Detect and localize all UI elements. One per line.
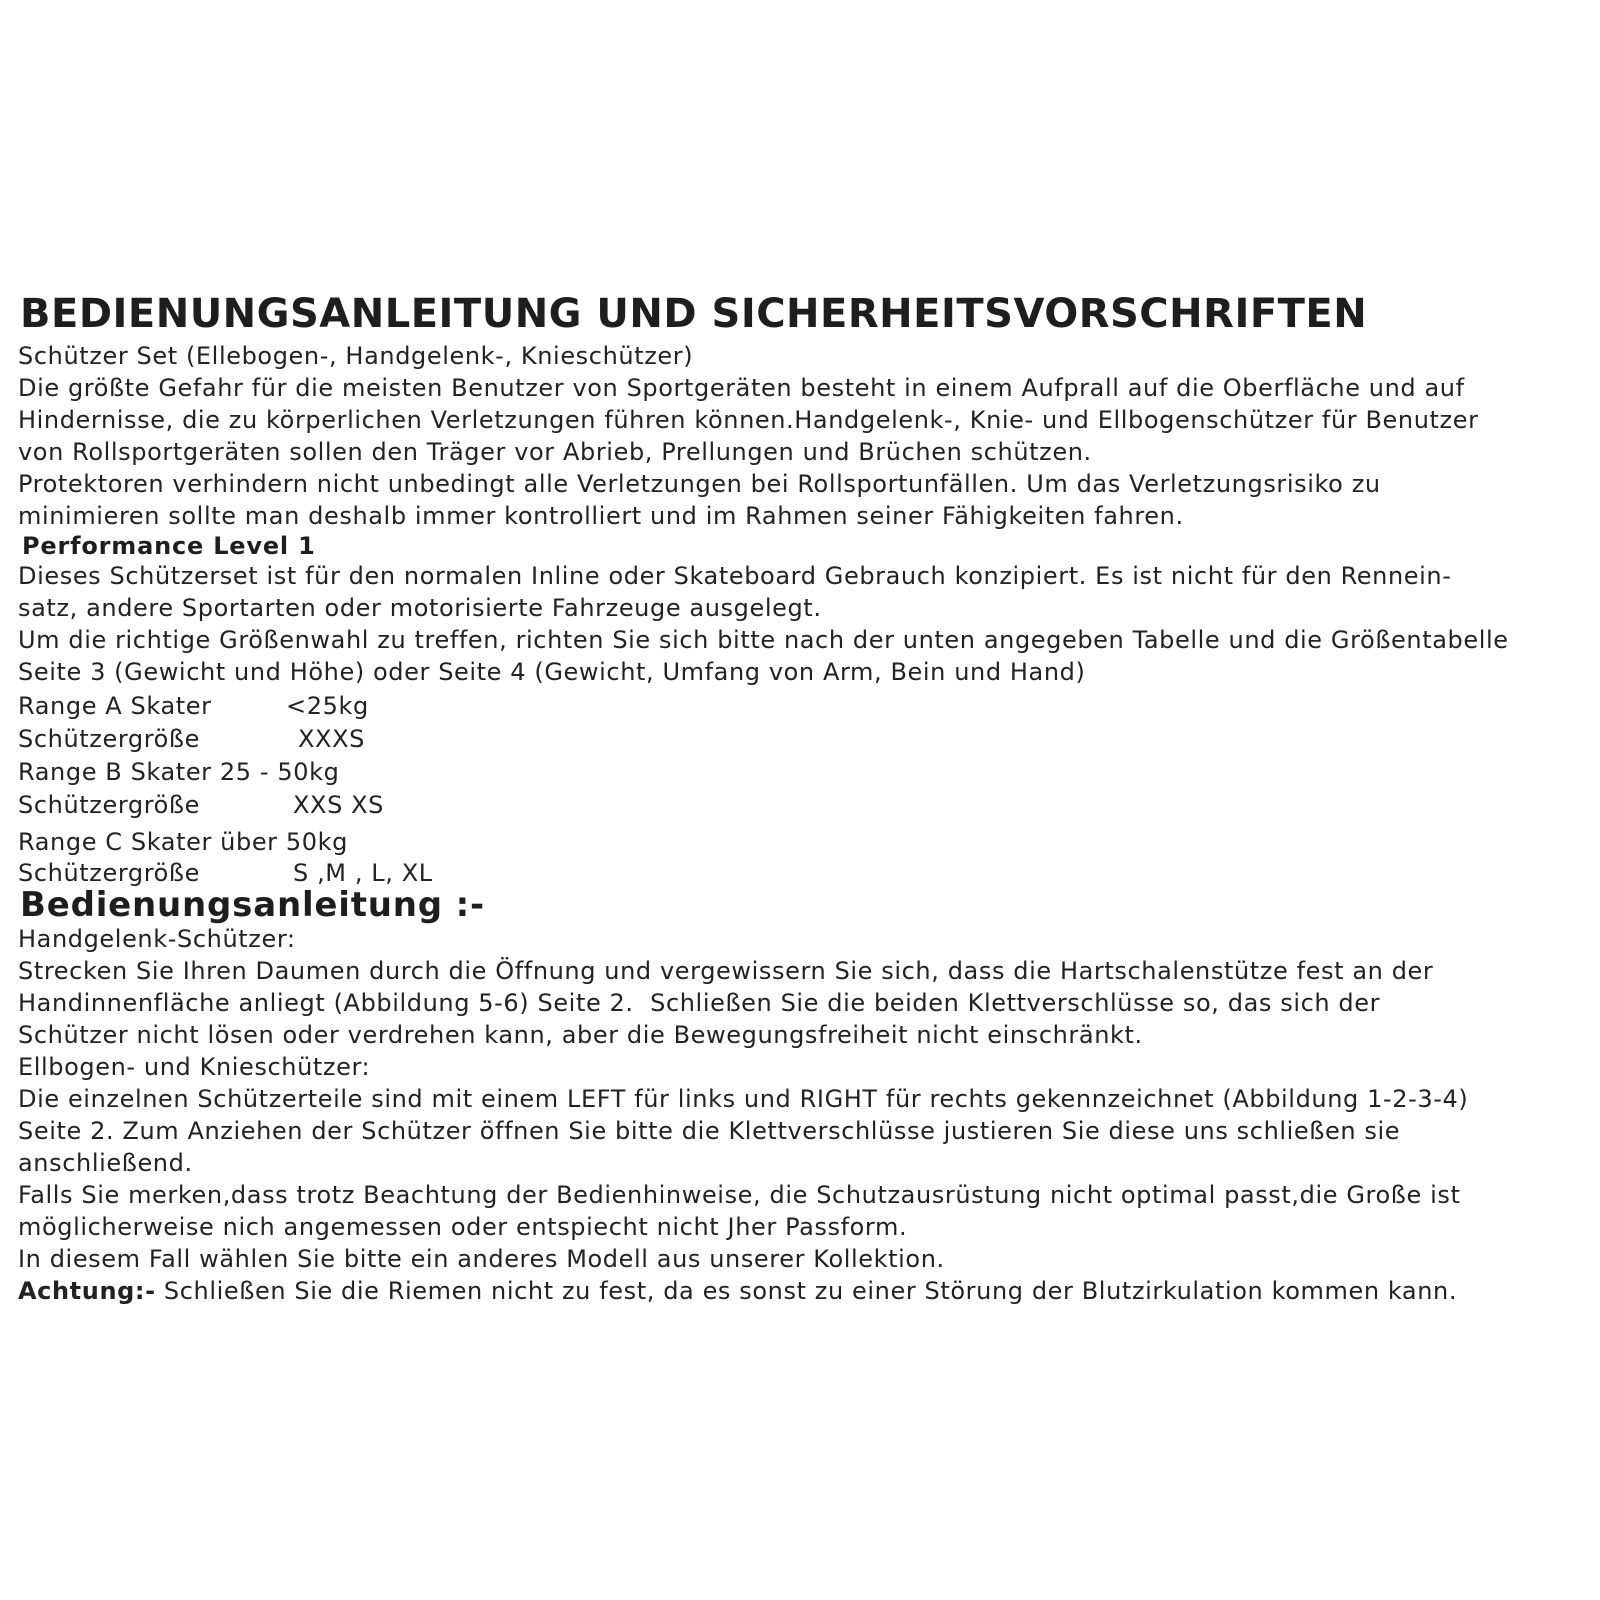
warning-line	[18, 1275, 1590, 1307]
intro-line: Die größte Gefahr für die meisten Benutzer von Sportgeräten besteht in einem Aufprall auf die Oberfläche und auf	[18, 374, 1465, 402]
size-row	[18, 756, 1590, 789]
instruction-line: Die einzelnen Schützerteile sind mit einem LEFT für links und RIGHT für rechts gekennzeichnet (Abbildung 1-2-3-4)	[18, 1085, 1469, 1113]
instruction-line: Schützer nicht lösen oder verdrehen kann, aber die Bewegungsfreiheit nicht einschränkt.	[18, 1021, 1143, 1049]
size-value: 50kg	[285, 828, 348, 856]
warning-text: Schließen Sie die Riemen nicht zu fest, da es sonst zu einer Störung der Blutzirkulation kommen kann.	[155, 1277, 1458, 1305]
size-value: XXXS	[298, 725, 365, 753]
instructions-section	[18, 923, 1590, 1275]
instruction-line: Ellbogen- und Knieschützer:	[18, 1053, 371, 1081]
size-row	[18, 826, 1590, 859]
instruction-line: Seite 2. Zum Anziehen der Schützer öffnen Sie bitte die Klettverschlüsse justieren Sie diese uns schließen sie	[18, 1117, 1401, 1145]
instruction-line: In diesem Fall wählen Sie bitte ein anderes Modell aus unserer Kollektion.	[18, 1245, 945, 1273]
size-label: Range A Skater	[18, 692, 212, 720]
instruction-line: anschließend.	[18, 1149, 193, 1177]
performance-line: satz, andere Sportarten oder motorisierte Fahrzeuge ausgelegt.	[18, 594, 822, 622]
instructions-heading: Bedienungsanleitung :-	[20, 885, 485, 925]
document-title: BEDIENUNGSANLEITUNG UND SICHERHEITSVORSCHRIFTEN	[20, 291, 1368, 337]
performance-line: Um die richtige Größenwahl zu treffen, richten Sie sich bitte nach der unten angegeben Tabelle und die Größentabelle	[18, 626, 1509, 654]
instruction-line: Handinnenfläche anliegt (Abbildung 5-6) Seite 2. Schließen Sie die beiden Klettverschlüsse so, das sich der	[18, 989, 1381, 1017]
size-value: S ,M , L, XL	[293, 859, 433, 887]
performance-section	[18, 560, 1590, 688]
intro-line: Hindernisse, die zu körperlichen Verletzungen führen können.Handgelenk-, Knie- und Ellbogenschützer für Benutzer	[18, 406, 1479, 434]
size-label: Range C Skater über	[18, 828, 286, 856]
size-row	[18, 789, 1590, 822]
intro-line: Protektoren verhindern nicht unbedingt alle Verletzungen bei Rollsportunfällen. Um das Verletzungsrisiko zu	[18, 470, 1381, 498]
size-label: Schützergröße	[18, 725, 201, 753]
intro-line: minimieren sollte man deshalb immer kontrolliert und im Rahmen seiner Fähigkeiten fahren.	[18, 502, 1184, 530]
intro-line: von Rollsportgeräten sollen den Träger vor Abrieb, Prellungen und Brüchen schützen.	[18, 438, 1092, 466]
size-row	[18, 690, 1590, 723]
performance-line: Seite 3 (Gewicht und Höhe) oder Seite 4 (Gewicht, Umfang von Arm, Bein und Hand)	[18, 658, 1086, 686]
instruction-line: Handgelenk-Schützer:	[18, 925, 296, 953]
size-label: Schützergröße	[18, 859, 201, 887]
size-row	[18, 859, 1590, 887]
instruction-line: möglicherweise nich angemessen oder entspiecht nicht Jher Passform.	[18, 1213, 908, 1241]
instruction-document	[18, 292, 1590, 1307]
size-value: <25kg	[286, 692, 369, 720]
size-value: 50kg	[277, 758, 340, 786]
instruction-line: Falls Sie merken,dass trotz Beachtung der Bedienhinweise, die Schutzausrüstung nicht optimal passt,die Große ist	[18, 1181, 1461, 1209]
intro-section	[18, 340, 1590, 532]
size-label: Range B Skater 25 -	[18, 758, 278, 786]
intro-line: Schützer Set (Ellebogen-, Handgelenk-, Knieschützer)	[18, 342, 694, 370]
instruction-line: Strecken Sie Ihren Daumen durch die Öffnung und vergewissern Sie sich, dass die Hartschalenstütze fest an der	[18, 957, 1434, 985]
size-value: XXS XS	[293, 791, 385, 819]
size-table	[18, 690, 1590, 887]
performance-heading: Performance Level 1	[22, 532, 316, 560]
size-row	[18, 723, 1590, 756]
performance-line: Dieses Schützerset ist für den normalen Inline oder Skateboard Gebrauch konzipiert. Es ist nicht für den Rennein-	[18, 562, 1452, 590]
warning-label: Achtung:-	[18, 1277, 156, 1305]
size-label: Schützergröße	[18, 791, 201, 819]
